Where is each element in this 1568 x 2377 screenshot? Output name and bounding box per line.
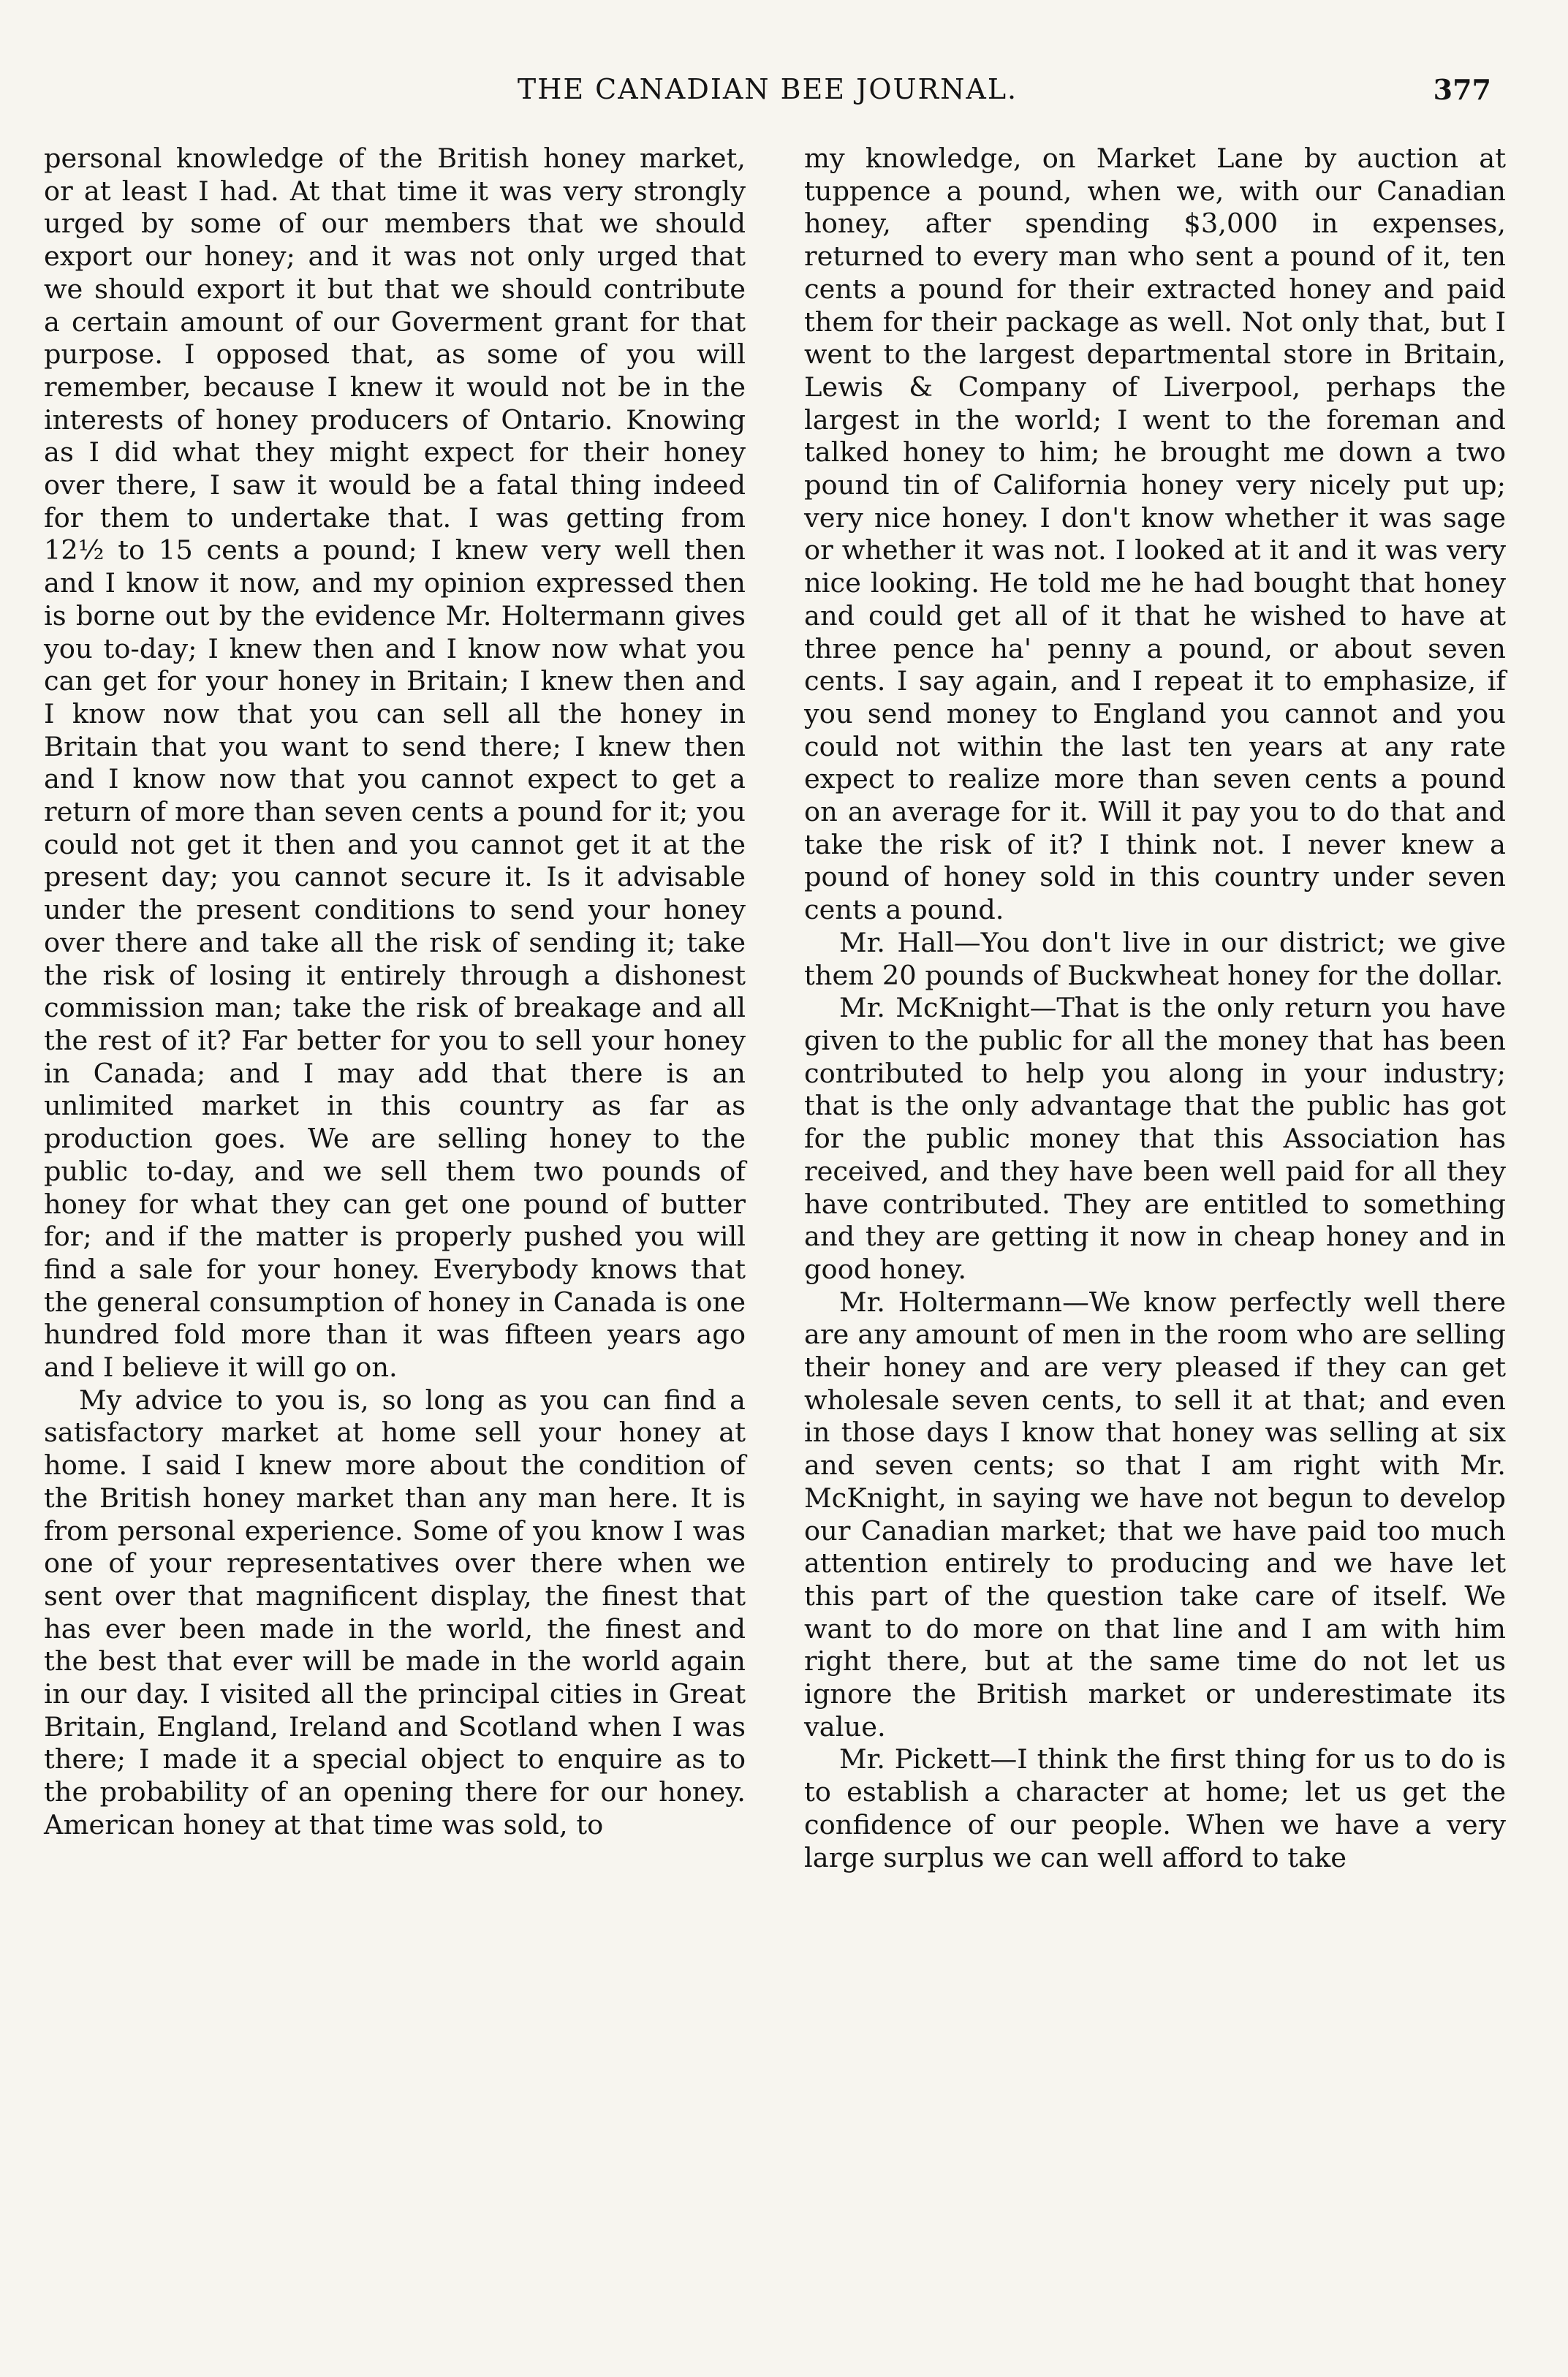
paragraph: Mr. Pickett—I think the first thing for us to do is to establish a character at home; let us get the confidence of our people. When we have a very large surplus we can well afford to take <box>804 1743 1506 1873</box>
left-column <box>44 143 746 1842</box>
paragraph: Mr. McKnight—That is the only return you have given to the public for all the money that has been contributed to help you along in your industry; that is the only advantage that the public has got for the public money that this Association has received, and they have been well paid for all they have contributed. They are entitled to something and they are getting it now in cheap honey and in good honey. <box>804 992 1506 1285</box>
paragraph: my knowledge, on Market Lane by auction at tuppence a pound, when we, with our Canadian honey, after spending $3,000 in expenses, returned to every man who sent a pound of it, ten cents a pound for their extracted honey and paid them for their package as well. Not only that, but I went to the largest departmental store in Britain, Lewis & Company of Liverpool, perhaps the largest in the world; I went to the foreman and talked honey to him; he brought me down a two pound tin of California honey very nicely put up; very nice honey. I don't know whether it was sage or whether it was not. I looked at it and it was very nice looking. He told me he had bought that honey and could get all of it that he wished to have at three pence ha' penny a pound, or about seven cents. I say again, and I repeat it to emphasize, if you send money to England you cannot and you could not within the last ten years at any rate expect to realize more than seven cents a pound on an average for it. Will it pay you to do that and take the risk of it? I think not. I never knew a pound of honey sold in this country under seven cents a pound. <box>804 143 1506 926</box>
running-title: THE CANADIAN BEE JOURNAL. <box>517 73 1018 105</box>
paragraph: Mr. Holtermann—We know perfectly well there are any amount of men in the room who are selling their honey and are very pleased if they can get wholesale seven cents, to sell it at that; and even in those days I know that honey was selling at six and seven cents; so that I am right with Mr. McKnight, in saying we have not begun to develop our Canadian market; that we have paid too much attention entirely to producing and we have let this part of the question take care of itself. We want to do more on that line and I am with him right there, but at the same time do not let us ignore the British market or underestimate its value. <box>804 1286 1506 1743</box>
page-header <box>44 73 1491 117</box>
right-column <box>804 143 1506 1874</box>
paragraph: personal knowledge of the British honey market, or at least I had. At that time it was very strongly urged by some of our members that we should export our honey; and it was not only urged that we should export it but that we should contribute a certain amount of our Goverment grant for that purpose. I opposed that, as some of you will remember, because I knew it would not be in the interests of honey producers of Ontario. Knowing as I did what they might expect for their honey over there, I saw it would be a fatal thing indeed for them to undertake that. I was getting from 12½ to 15 cents a pound; I knew very well then and I know it now, and my opinion expressed then is borne out by the evidence Mr. Holtermann gives you to-day; I knew then and I know now what you can get for your honey in Britain; I knew then and I know now that you can sell all the honey in Britain that you want to send there; I knew then and I know now that you cannot expect to get a return of more than seven cents a pound for it; you could not get it then and you cannot get it at the present day; you cannot secure it. Is it advisable under the present conditions to send your honey over there and take all the risk of sending it; take the risk of losing it entirely through a dishonest commission man; take the risk of breakage and all the rest of it? Far better for you to sell your honey in Canada; and I may add that there is an unlimited market in this country as far as production goes. We are selling honey to the public to-day, and we sell them two pounds of honey for what they can get one pound of butter for; and if the matter is properly pushed you will find a sale for your honey. Everybody knows that the general consumption of honey in Canada is one hundred fold more than it was fifteen years ago and I believe it will go on. <box>44 143 746 1384</box>
paragraph: Mr. Hall—You don't live in our district; we give them 20 pounds of Buckwheat honey for the dollar. <box>804 926 1506 991</box>
page-number: 377 <box>1433 73 1491 106</box>
paragraph: My advice to you is, so long as you can find a satisfactory market at home sell your honey at home. I said I knew more about the condition of the British honey market than any man here. It is from personal experience. Some of you know I was one of your representatives over there when we sent over that magnificent display, the finest that has ever been made in the world, the finest and the best that ever will be made in the world again in our day. I visited all the principal cities in Great Britain, England, Ireland and Scotland when I was there; I made it a special object to enquire as to the probability of an opening there for our honey. American honey at that time was sold, to <box>44 1384 746 1840</box>
